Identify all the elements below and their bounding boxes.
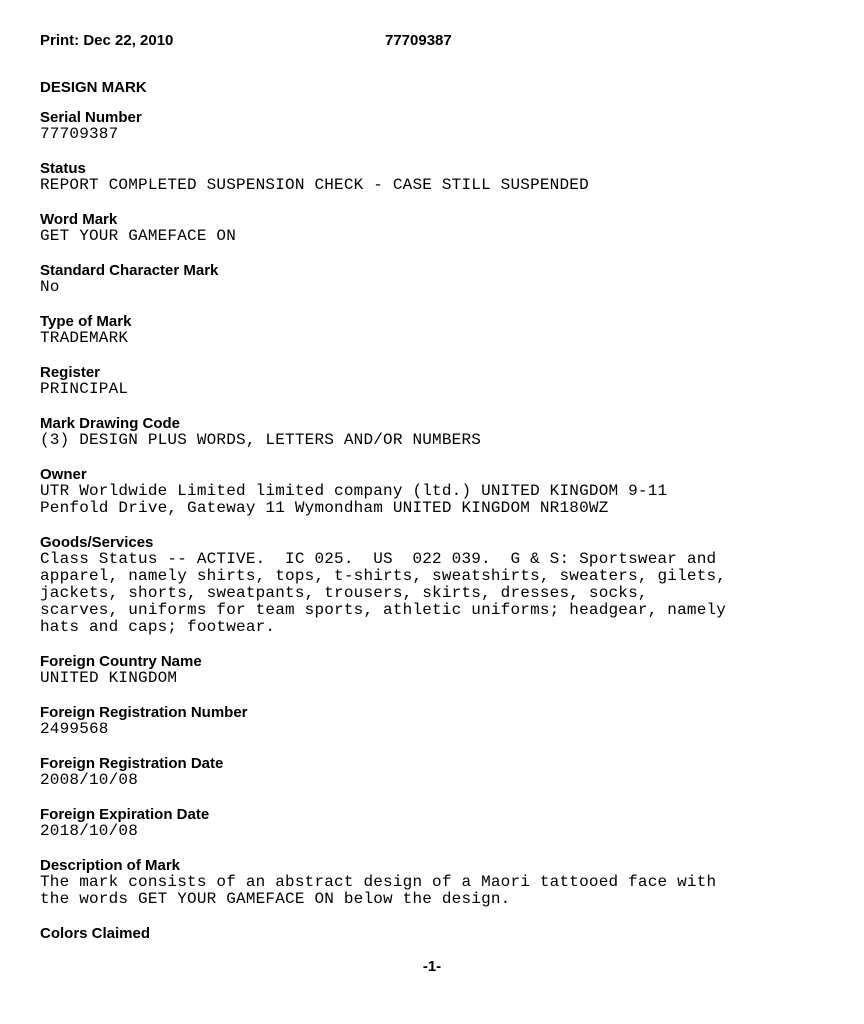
field-mark-drawing-code (40, 415, 824, 449)
field-foreign-expiration-date (40, 806, 824, 840)
field-value: 77709387 (40, 125, 119, 143)
header-serial-number: 77709387 (385, 32, 452, 49)
field-value: 2499568 (40, 720, 109, 738)
field-value: PRINCIPAL (40, 380, 129, 398)
field-label: Status (40, 160, 86, 177)
field-value: GET YOUR GAMEFACE ON (40, 227, 237, 245)
field-label: Goods/Services (40, 534, 154, 551)
field-label: Serial Number (40, 109, 142, 126)
field-description-of-mark (40, 857, 824, 908)
field-serial-number (40, 109, 824, 143)
field-value: UNITED KINGDOM (40, 669, 178, 687)
field-type-of-mark (40, 313, 824, 347)
field-value: REPORT COMPLETED SUSPENSION CHECK - CASE STILL SUSPENDED (40, 176, 589, 194)
field-value: Class Status -- ACTIVE. IC 025. US 022 039. G & S: Sportswear and apparel, namely shirts, tops, t-shirts, sweatshirts, sweaters, gilets, jackets, shorts, sweatpants, trousers, skirts, dresses, socks, scarves, uniforms for team sports, athletic uniforms; headgear, namely hats and caps; footwear. (40, 550, 727, 636)
page-number: -1- (422, 958, 442, 975)
field-value: UTR Worldwide Limited limited company (ltd.) UNITED KINGDOM 9-11 Penfold Drive, Gateway 11 Wymondham UNITED KINGDOM NR180WZ (40, 482, 668, 517)
field-colors-claimed (40, 925, 824, 942)
field-label: Standard Character Mark (40, 262, 219, 279)
field-label: Description of Mark (40, 857, 181, 874)
field-foreign-registration-date (40, 755, 824, 789)
field-value: No (40, 278, 60, 296)
field-label: Type of Mark (40, 313, 132, 330)
field-status (40, 160, 824, 194)
field-label: Foreign Registration Date (40, 755, 224, 772)
field-value: TRADEMARK (40, 329, 129, 347)
field-label: Register (40, 364, 101, 381)
field-label: Mark Drawing Code (40, 415, 181, 432)
field-register (40, 364, 824, 398)
field-value: (3) DESIGN PLUS WORDS, LETTERS AND/OR NUMBERS (40, 431, 482, 449)
document-title: DESIGN MARK (40, 79, 147, 96)
field-foreign-registration-number (40, 704, 824, 738)
field-label: Foreign Country Name (40, 653, 202, 670)
print-date: Print: Dec 22, 2010 (40, 32, 174, 49)
field-word-mark (40, 211, 824, 245)
document-header (40, 32, 824, 49)
field-owner (40, 466, 824, 517)
field-label: Owner (40, 466, 87, 483)
field-label: Foreign Expiration Date (40, 806, 210, 823)
field-goods-services (40, 534, 824, 636)
field-label: Word Mark (40, 211, 118, 228)
field-value: The mark consists of an abstract design of a Maori tattooed face with the words GET YOUR GAMEFACE ON below the design. (40, 873, 717, 908)
field-value: 2008/10/08 (40, 771, 139, 789)
field-label: Foreign Registration Number (40, 704, 248, 721)
document-content (40, 32, 824, 959)
field-label: Colors Claimed (40, 925, 151, 942)
field-foreign-country-name (40, 653, 824, 687)
field-value: 2018/10/08 (40, 822, 139, 840)
field-standard-character-mark (40, 262, 824, 296)
